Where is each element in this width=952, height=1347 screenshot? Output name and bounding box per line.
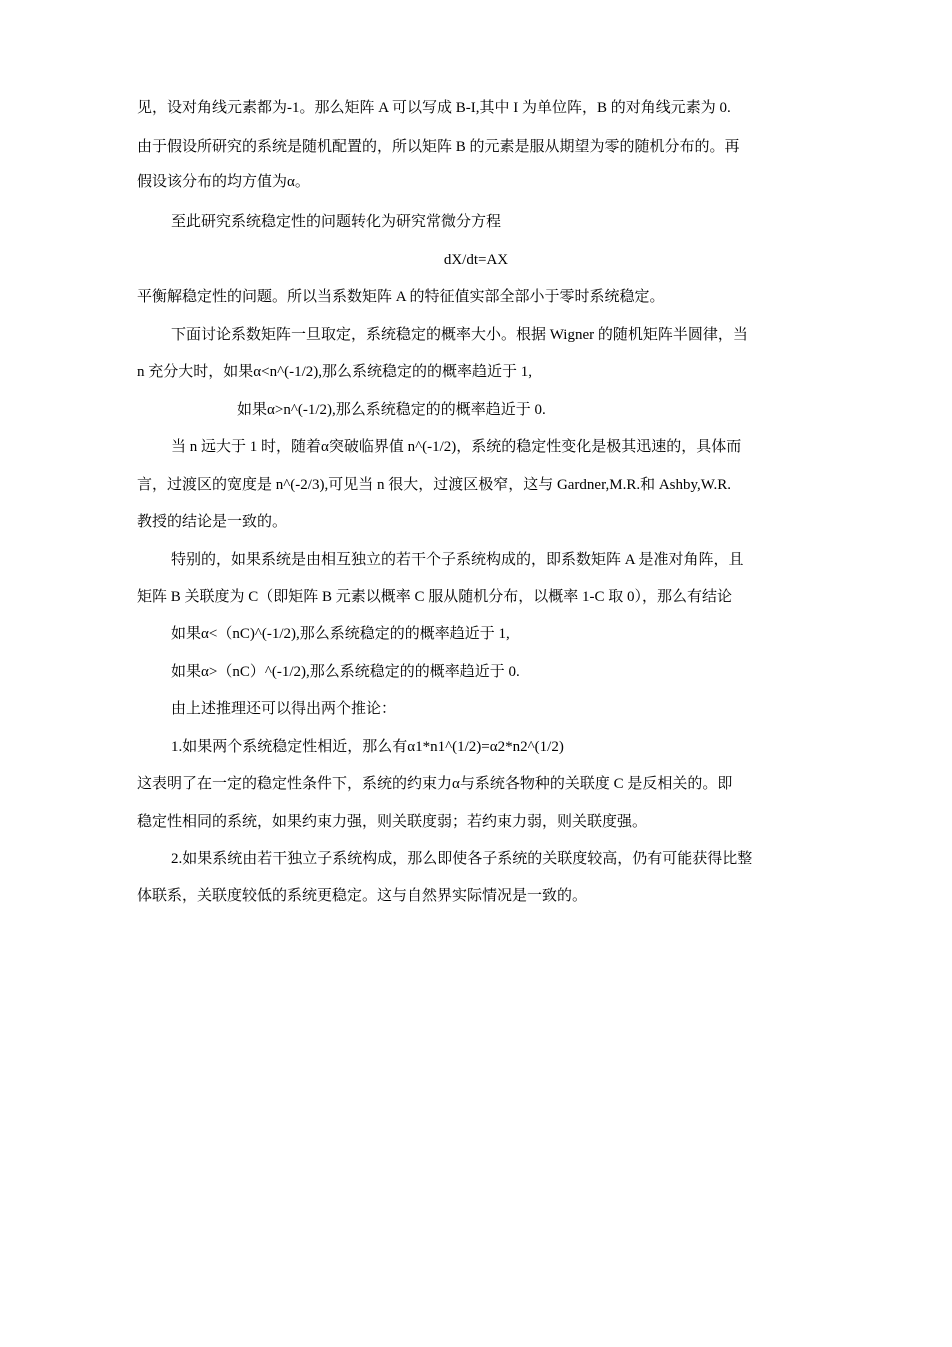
text-line: n 充分大时，如果α<n^(-1/2),那么系统稳定的的概率趋近于 1, xyxy=(137,364,533,380)
text-line: 假设该分布的均方值为α。 xyxy=(137,174,310,190)
text-line: 平衡解稳定性的问题。所以当系数矩阵 A 的特征值实部全部小于零时系统稳定。 xyxy=(137,289,665,305)
text-line: 至此研究系统稳定性的问题转化为研究常微分方程 xyxy=(171,214,502,230)
text-line: 矩阵 B 关联度为 C（即矩阵 B 元素以概率 C 服从随机分布，以概率 1-C 取 0），那么有结论 xyxy=(137,589,733,605)
text-line: 这表明了在一定的稳定性条件下，系统的约束力α与系统各物种的关联度 C 是反相关的。即 xyxy=(137,776,733,792)
text-line: 1.如果两个系统稳定性相近，那么有α1*n1^(1/2)=α2*n2^(1/2) xyxy=(171,739,564,755)
text-line: 如果α>（nC）^(-1/2),那么系统稳定的的概率趋近于 0. xyxy=(171,664,520,680)
text-line: 当 n 远大于 1 时，随着α突破临界值 n^(-1/2)，系统的稳定性变化是极其迅速的，具体而 xyxy=(171,439,742,455)
text-line: 如果α<（nC)^(-1/2),那么系统稳定的的概率趋近于 1, xyxy=(171,626,510,642)
text-line: 言，过渡区的宽度是 n^(-2/3),可见当 n 很大，过渡区极窄，这与 Gardner,M.R.和 Ashby,W.R. xyxy=(137,477,732,493)
text-line: 由上述推理还可以得出两个推论： xyxy=(171,701,397,717)
text-line: 教授的结论是一致的。 xyxy=(137,514,288,530)
text-line: 稳定性相同的系统，如果约束力强，则关联度弱；若约束力弱，则关联度强。 xyxy=(137,814,648,830)
text-line: 下面讨论系数矩阵一旦取定，系统稳定的概率大小。根据 Wigner 的随机矩阵半圆律，当 xyxy=(171,327,748,343)
text-line: 体联系，关联度较低的系统更稳定。这与自然界实际情况是一致的。 xyxy=(137,888,588,904)
text-line: 如果α>n^(-1/2),那么系统稳定的的概率趋近于 0. xyxy=(237,402,546,418)
text-line: 见，设对角线元素都为-1。那么矩阵 A 可以写成 B-I,其中 I 为单位阵，B 的对角线元素为 0. xyxy=(137,100,731,116)
text-line: 特别的，如果系统是由相互独立的若干个子系统构成的，即系数矩阵 A 是准对角阵，且 xyxy=(171,552,744,568)
text-line: 由于假设所研究的系统是随机配置的，所以矩阵 B 的元素是服从期望为零的随机分布的。再 xyxy=(137,139,740,155)
equation: dX/dt=AX xyxy=(443,252,509,268)
text-line: 2.如果系统由若干独立子系统构成，那么即使各子系统的关联度较高，仍有可能获得比整 xyxy=(171,851,753,867)
